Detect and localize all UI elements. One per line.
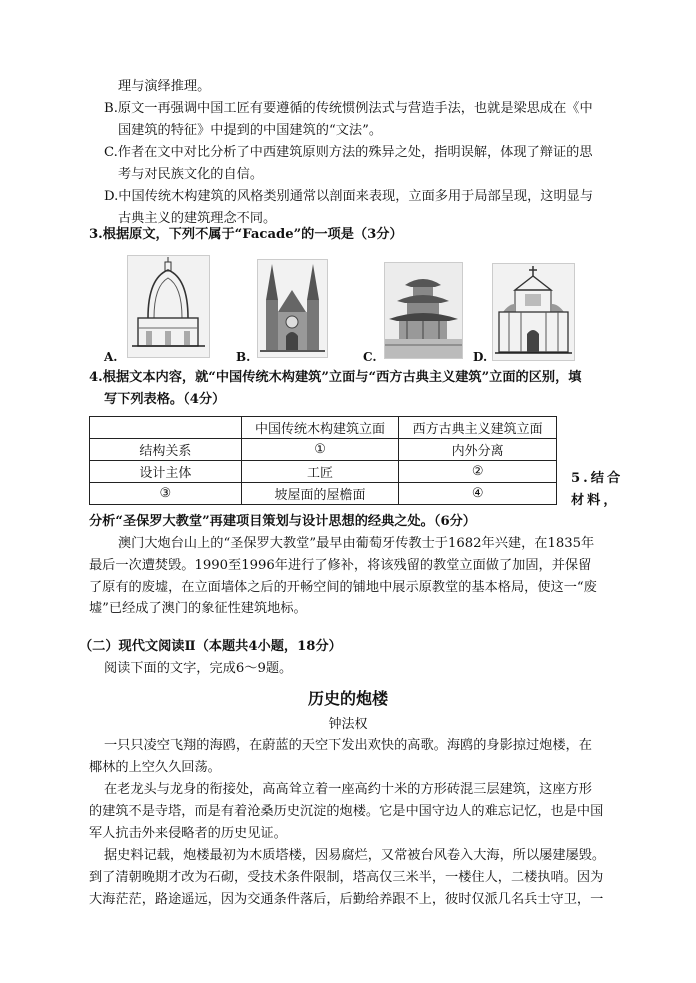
section2-heading: （二）现代文阅读Ⅱ（本题共4小题，18分） xyxy=(79,639,342,654)
table-cell: ① xyxy=(241,439,399,461)
table-cell: ② xyxy=(399,461,557,483)
q5-material-line: 最后一次遭焚毁。1990至1996年进行了修补，将该残留的教堂立面做了加固，并保留 xyxy=(89,558,592,573)
q2-option-b-line1: B.原文一再强调中国工匠有要遵循的传统惯例法式与营造手法，也就是梁思成在《中 xyxy=(104,101,593,116)
q2-option-d-line1: D.中国传统木构建筑的风格类别通常以剖面来表现，立面多用于局部呈现，这明显与 xyxy=(104,189,594,204)
table-header-cell: 西方古典主义建筑立面 xyxy=(399,417,557,439)
q5-side-text-line2: 材料， xyxy=(571,493,620,508)
q5-material-line: 澳门大炮台山上的“圣保罗大教堂”最早由葡萄牙传教士于1682年兴建，在1835年 xyxy=(118,536,595,551)
article-paragraph-line: 的建筑不是寺塔，而是有着沧桑历史沉淀的炮楼。它是中国守边人的难忘记忆，也是中国 xyxy=(89,804,604,819)
table-cell: ③ xyxy=(90,483,242,505)
table-cell: ④ xyxy=(399,483,557,505)
q4-comparison-table xyxy=(89,416,557,505)
article-title: 历史的炮楼 xyxy=(307,689,388,708)
q5-material-line: 墟”已经成了澳门的象征性建筑地标。 xyxy=(89,601,307,616)
table-cell xyxy=(90,417,242,439)
q5-side-text-line1: 5.结合 xyxy=(571,471,624,486)
table-cell: 设计主体 xyxy=(90,461,242,483)
table-row xyxy=(90,417,557,439)
table-cell: 坡屋面的屋檐面 xyxy=(241,483,399,505)
table-cell: 工匠 xyxy=(241,461,399,483)
article-paragraph-line: 在老龙头与龙身的衔接处，高高耸立着一座高约十米的方形砖混三层建筑，这座方形 xyxy=(104,782,592,797)
table-row xyxy=(90,483,557,505)
table-cell: 结构关系 xyxy=(90,439,242,461)
q2-option-a-tail: 理与演绎推理。 xyxy=(118,79,211,94)
q2-option-d-line2: 古典主义的建筑理念不同。 xyxy=(118,211,277,226)
article-paragraph-line: 一只只凌空飞翔的海鸥，在蔚蓝的天空下发出欢快的高歌。海鸥的身影掠过炮楼，在 xyxy=(104,738,592,753)
q2-option-b-line2: 国建筑的特征》中提到的中国建筑的“文法”。 xyxy=(118,123,383,138)
table-header-cell: 中国传统木构建筑立面 xyxy=(241,417,399,439)
section2-instruction: 阅读下面的文字，完成6～9题。 xyxy=(104,661,293,676)
gothic-cathedral-facade-icon xyxy=(257,259,328,358)
q3-option-d-label: D. xyxy=(473,350,488,364)
q2-option-c-line1: C.作者在文中对比分析了中西建筑原则方法的殊异之处，指明误解，体现了辩证的思 xyxy=(104,145,593,160)
q5-stem: 分析“圣保罗大教堂”再建项目策划与设计思想的经典之处。（6分） xyxy=(89,514,476,529)
q4-stem-line2: 写下列表格。（4分） xyxy=(104,392,226,407)
q3-option-a-label: A. xyxy=(104,350,118,364)
article-author: 钟法权 xyxy=(328,717,368,732)
article-paragraph-line: 到了清朝晚期才改为石砌，受技术条件限制，塔高仅三米半，一楼住人，二楼执哨。因为 xyxy=(89,870,604,885)
article-paragraph-line: 据史料记载，炮楼最初为木质塔楼，因易腐烂，又常被台风卷入大海，所以屡建屡毁。 xyxy=(104,848,606,863)
dome-section-drawing-icon xyxy=(127,255,210,358)
article-paragraph-line: 椰林的上空久久回荡。 xyxy=(89,760,221,775)
q4-stem-line1: 4.根据文本内容，就“中国传统木构建筑”立面与“西方古典主义建筑”立面的区别，填 xyxy=(89,370,582,385)
table-row xyxy=(90,439,557,461)
q3-option-c-label: C. xyxy=(363,350,377,364)
q2-option-c-line2: 考与对民族文化的自信。 xyxy=(118,167,264,182)
chinese-pagoda-drawing-icon xyxy=(384,262,463,359)
article-paragraph-line: 军人抗击外来侵略者的历史见证。 xyxy=(89,826,287,841)
q5-material-line: 了原有的废墟，在立面墙体之后的开畅空间的铺地中展示原教堂的基本格局，使这一“废 xyxy=(89,580,597,595)
classical-church-facade-icon xyxy=(492,263,575,361)
q3-option-b-label: B. xyxy=(236,350,251,364)
article-paragraph-line: 大海茫茫，路途遥远，因为交通条件落后，后勤给养跟不上，彼时仅派几名兵士守卫，一 xyxy=(89,892,604,907)
table-row xyxy=(90,461,557,483)
table-cell: 内外分离 xyxy=(399,439,557,461)
q3-stem: 3.根据原文，下列不属于“Facade”的一项是（3分） xyxy=(89,227,403,242)
